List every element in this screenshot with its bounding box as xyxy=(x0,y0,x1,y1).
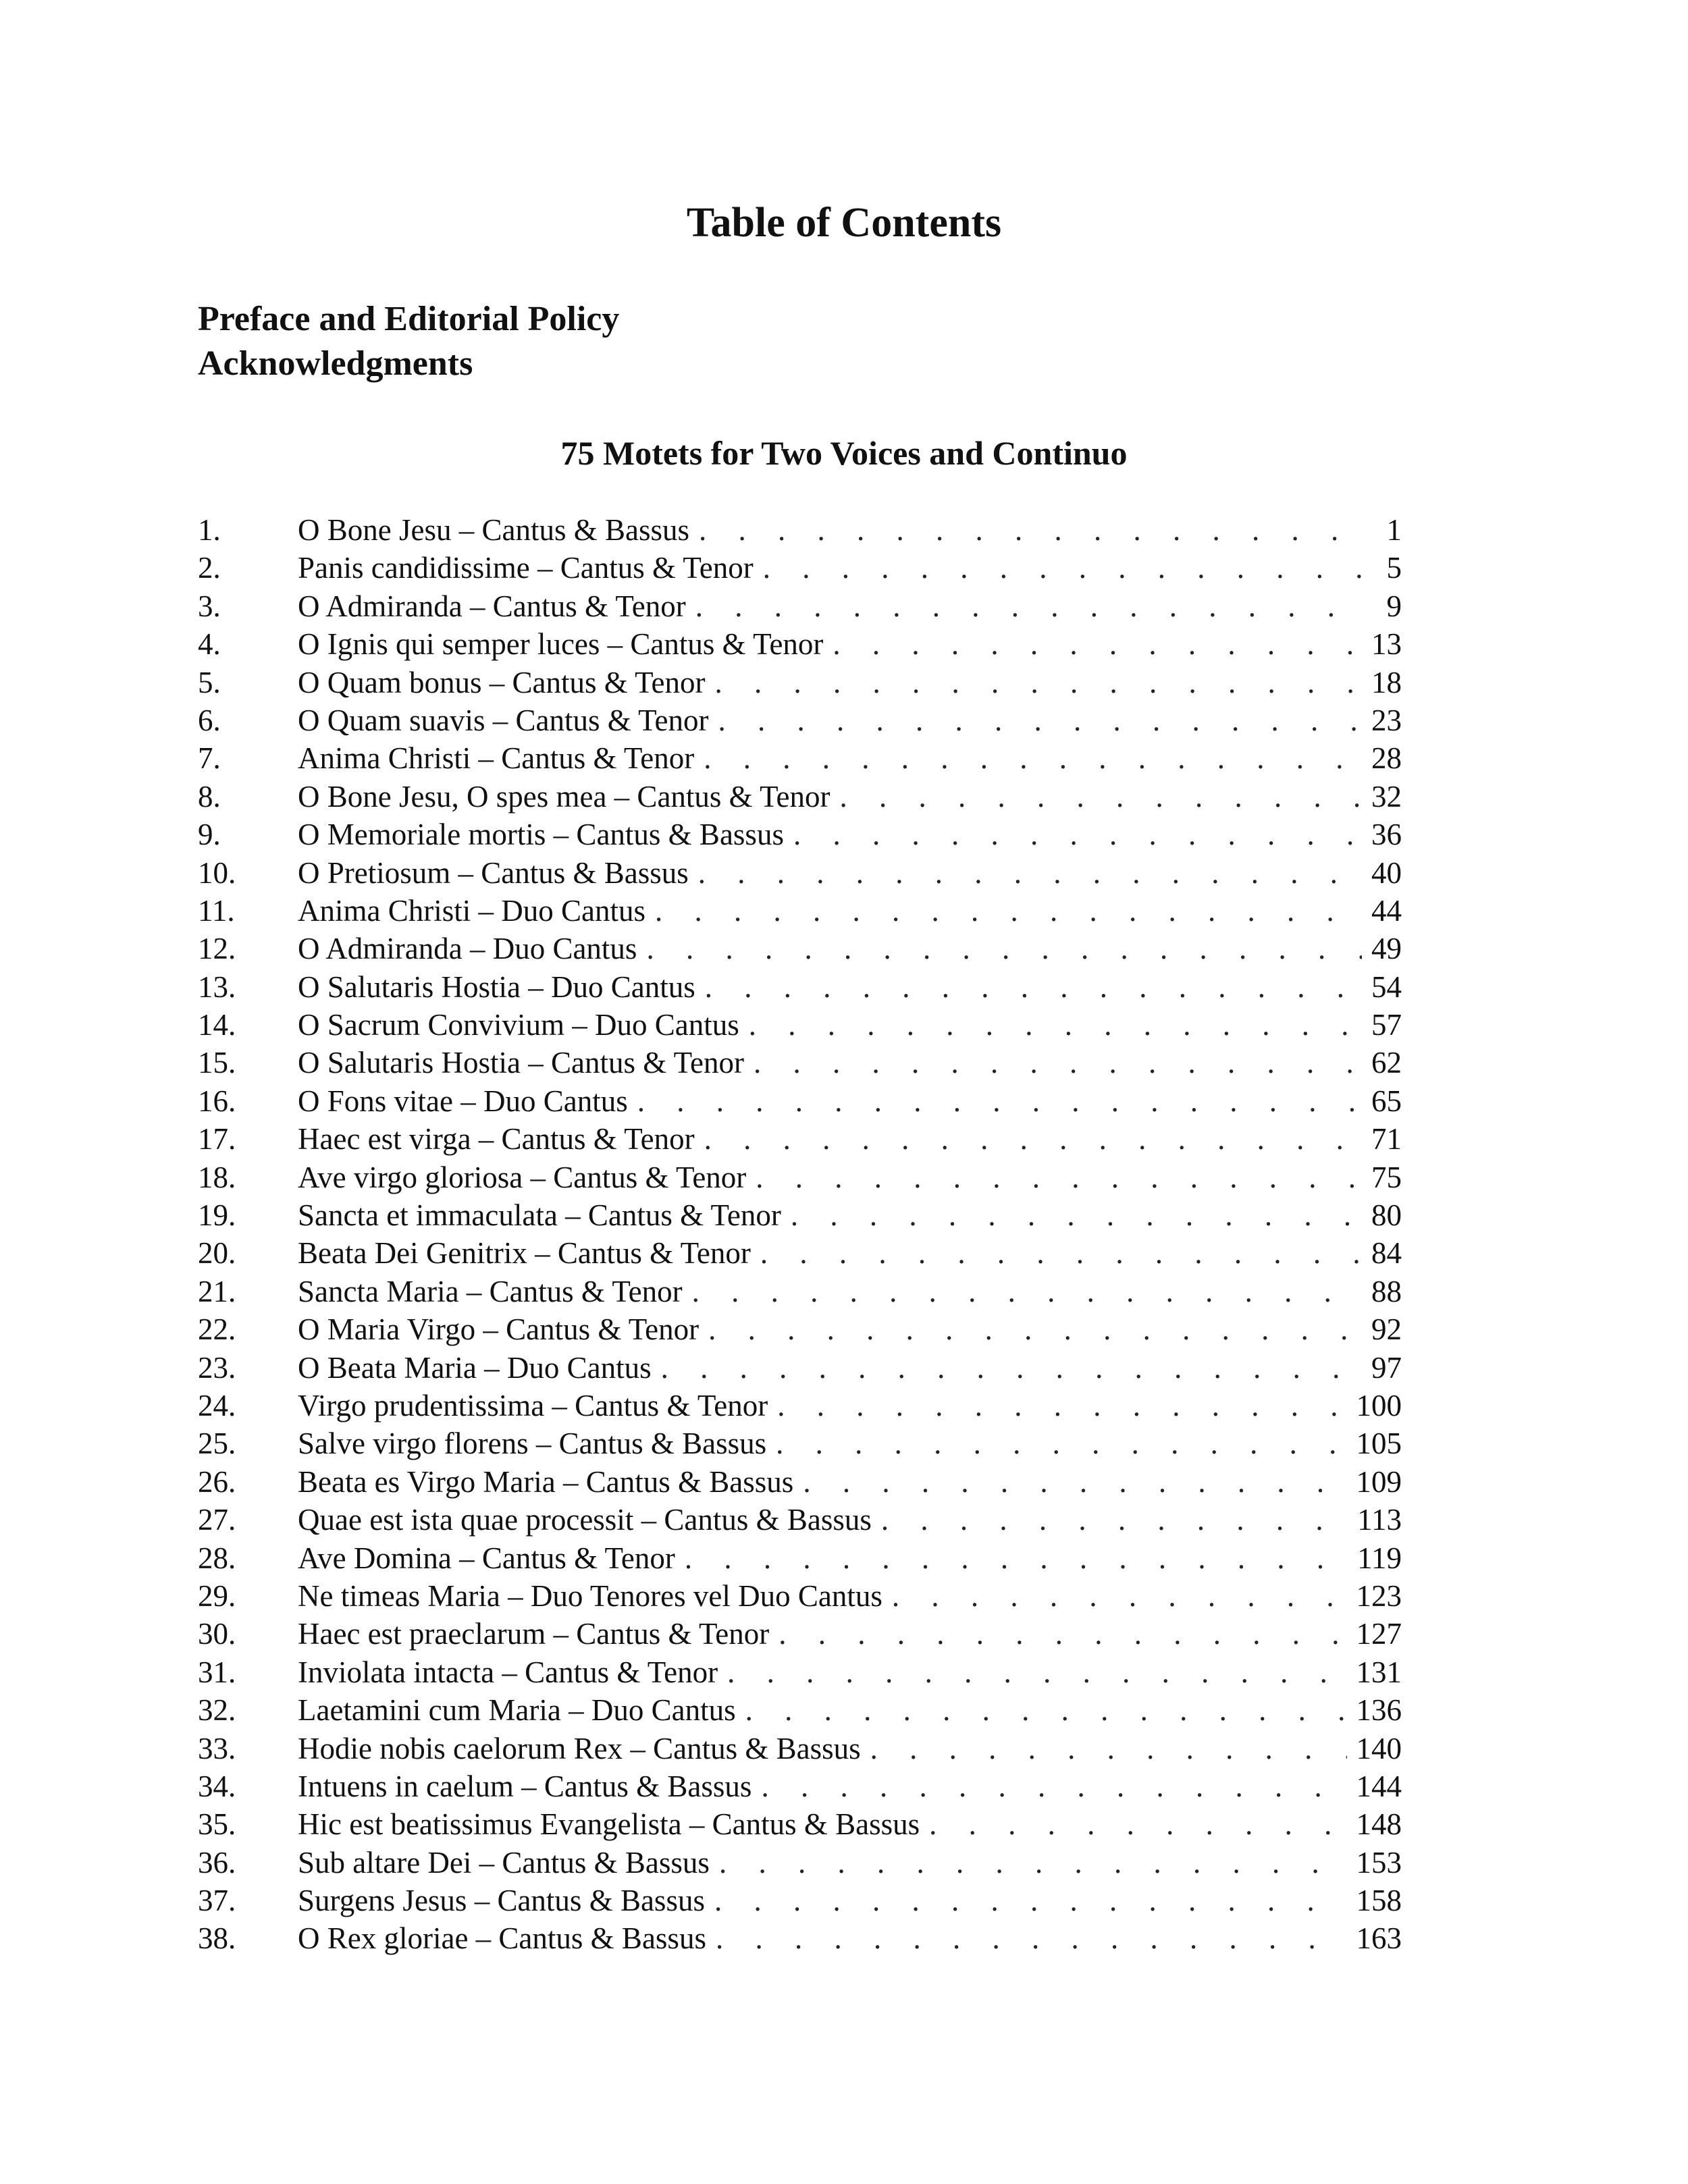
toc-entry-page-number: 113 xyxy=(1357,1503,1402,1537)
dot-leader xyxy=(929,1805,1346,1843)
dot-leader xyxy=(760,1234,1362,1272)
toc-entry-page-number: 131 xyxy=(1356,1655,1402,1689)
toc-entry-title: O Bone Jesu, O spes mea – Cantus & Tenor xyxy=(298,779,830,814)
toc-entry-page-number: 153 xyxy=(1356,1845,1402,1880)
toc-entry xyxy=(198,664,1402,701)
toc-entry-page-number: 136 xyxy=(1356,1693,1402,1728)
toc-entry-title: Ave virgo gloriosa – Cantus & Tenor xyxy=(298,1160,747,1194)
toc-entry-number: 9. xyxy=(198,818,221,852)
toc-entry-page-number: 119 xyxy=(1357,1541,1402,1575)
toc-entry-title: O Fons vitae – Duo Cantus xyxy=(298,1084,628,1118)
toc-entry-title: Ave Domina – Cantus & Tenor xyxy=(298,1541,675,1575)
toc-entry-page-number: 71 xyxy=(1371,1122,1402,1156)
dot-leader xyxy=(655,892,1362,930)
toc-entry-number: 31. xyxy=(198,1655,236,1689)
toc-entry-page-number: 36 xyxy=(1371,818,1402,852)
toc-entry-title: O Quam suavis – Cantus & Tenor xyxy=(298,703,709,737)
dot-leader xyxy=(704,1120,1362,1158)
toc-entry xyxy=(198,1310,1402,1348)
toc-entry xyxy=(198,1234,1402,1272)
toc-entry-title: O Ignis qui semper luces – Cantus & Tenor xyxy=(298,627,824,662)
toc-entry-number: 14. xyxy=(198,1008,236,1042)
toc-entry-number: 20. xyxy=(198,1236,236,1271)
toc-entry-title: Quae est ista quae processit – Cantus & Bassus xyxy=(298,1503,872,1537)
toc-entry-title: Haec est praeclarum – Cantus & Tenor xyxy=(298,1617,770,1651)
toc-entry-page-number: 100 xyxy=(1356,1388,1402,1422)
dot-leader xyxy=(718,701,1362,739)
toc-entry-number: 6. xyxy=(198,703,221,737)
toc-entry-page-number: 28 xyxy=(1371,741,1402,776)
toc-entry xyxy=(198,1273,1402,1310)
toc-entry-title: O Admiranda – Cantus & Tenor xyxy=(298,589,686,623)
toc-entry-page-number: 158 xyxy=(1356,1884,1402,1918)
toc-entry-page-number: 9 xyxy=(1386,589,1402,623)
toc-entry-page-number: 18 xyxy=(1371,665,1402,699)
toc-entry-title: Panis candidissime – Cantus & Tenor xyxy=(298,551,754,585)
toc-entry-number: 11. xyxy=(198,893,235,928)
toc-entry xyxy=(198,1882,1402,1919)
toc-entry-number: 2. xyxy=(198,551,221,585)
toc-entry-title: O Maria Virgo – Cantus & Tenor xyxy=(298,1312,700,1347)
toc-entry xyxy=(198,1006,1402,1044)
toc-list xyxy=(198,511,1402,1958)
toc-entry xyxy=(198,778,1402,816)
toc-entry xyxy=(198,1463,1402,1501)
toc-entry xyxy=(198,930,1402,967)
toc-entry xyxy=(198,511,1402,549)
dot-leader xyxy=(745,1691,1347,1729)
toc-entry xyxy=(198,816,1402,853)
toc-entry xyxy=(198,739,1402,777)
toc-entry xyxy=(198,1196,1402,1234)
dot-leader xyxy=(791,1196,1362,1234)
dot-leader xyxy=(756,1158,1362,1196)
toc-entry-page-number: 75 xyxy=(1371,1160,1402,1194)
toc-entry xyxy=(198,1501,1402,1539)
toc-entry-title: O Quam bonus – Cantus & Tenor xyxy=(298,665,706,699)
toc-entry xyxy=(198,549,1402,587)
dot-leader xyxy=(776,1424,1346,1462)
dot-leader xyxy=(708,1310,1362,1348)
toc-entry-page-number: 32 xyxy=(1371,779,1402,814)
toc-entry-page-number: 84 xyxy=(1371,1236,1402,1271)
toc-entry xyxy=(198,587,1402,625)
toc-entry-page-number: 13 xyxy=(1371,627,1402,662)
toc-entry-title: O Salutaris Hostia – Duo Cantus xyxy=(298,969,695,1004)
toc-entry-title: Hodie nobis caelorum Rex – Cantus & Bassus xyxy=(298,1731,861,1765)
toc-entry-title: Surgens Jesus – Cantus & Bassus xyxy=(298,1884,705,1918)
dot-leader xyxy=(793,816,1362,853)
dot-leader xyxy=(685,1539,1348,1577)
toc-entry-number: 19. xyxy=(198,1198,236,1233)
dot-leader xyxy=(870,1730,1347,1767)
toc-entry-page-number: 109 xyxy=(1356,1464,1402,1499)
toc-entry xyxy=(198,701,1402,739)
toc-entry-title: O Sacrum Convivium – Duo Cantus xyxy=(298,1008,739,1042)
toc-entry xyxy=(198,892,1402,930)
toc-entry-number: 28. xyxy=(198,1541,236,1575)
toc-entry-page-number: 23 xyxy=(1371,703,1402,737)
toc-entry xyxy=(198,1805,1402,1843)
toc-entry-page-number: 123 xyxy=(1356,1578,1402,1613)
dot-leader xyxy=(698,854,1362,892)
toc-entry-number: 13. xyxy=(198,969,236,1004)
toc-entry-number: 21. xyxy=(198,1274,236,1308)
toc-entry-number: 10. xyxy=(198,855,236,890)
toc-entry-number: 23. xyxy=(198,1350,236,1385)
toc-entry-title: Hic est beatissimus Evangelista – Cantus & Bassus xyxy=(298,1807,920,1842)
toc-entry xyxy=(198,1615,1402,1653)
toc-entry-page-number: 88 xyxy=(1371,1274,1402,1308)
toc-entry xyxy=(198,1767,1402,1805)
toc-entry-page-number: 92 xyxy=(1371,1312,1402,1347)
toc-entry-number: 24. xyxy=(198,1388,236,1422)
toc-entry-title: Intuens in caelum – Cantus & Bassus xyxy=(298,1769,752,1803)
dot-leader xyxy=(719,1844,1347,1882)
toc-entry-number: 12. xyxy=(198,932,236,966)
dot-leader xyxy=(727,1653,1346,1691)
toc-entry-title: Anima Christi – Duo Cantus xyxy=(298,893,645,928)
toc-entry-page-number: 44 xyxy=(1371,893,1402,928)
dot-leader xyxy=(661,1349,1362,1387)
toc-entry-number: 18. xyxy=(198,1160,236,1194)
toc-entry-page-number: 148 xyxy=(1356,1807,1402,1842)
toc-entry-page-number: 140 xyxy=(1356,1731,1402,1765)
dot-leader xyxy=(705,968,1362,1006)
toc-entry-title: Laetamini cum Maria – Duo Cantus xyxy=(298,1693,736,1728)
section-heading: 75 Motets for Two Voices and Continuo xyxy=(560,434,1128,472)
dot-leader xyxy=(833,625,1362,663)
toc-entry-number: 27. xyxy=(198,1503,236,1537)
toc-entry-title: Beata es Virgo Maria – Cantus & Bassus xyxy=(298,1464,794,1499)
toc-entry-title: O Bone Jesu – Cantus & Bassus xyxy=(298,513,690,547)
toc-entry xyxy=(198,1387,1402,1424)
toc-entry-number: 33. xyxy=(198,1731,236,1765)
dot-leader xyxy=(716,1919,1347,1957)
toc-entry xyxy=(198,1082,1402,1120)
toc-entry xyxy=(198,1577,1402,1615)
dot-leader xyxy=(777,1387,1346,1424)
toc-entry-page-number: 144 xyxy=(1356,1769,1402,1803)
toc-entry-number: 1. xyxy=(198,513,221,547)
toc-entry xyxy=(198,854,1402,892)
toc-entry-title: Salve virgo florens – Cantus & Bassus xyxy=(298,1427,767,1461)
toc-entry-number: 26. xyxy=(198,1464,236,1499)
dot-leader xyxy=(637,1082,1362,1120)
toc-entry xyxy=(198,1844,1402,1882)
toc-entry-page-number: 127 xyxy=(1356,1617,1402,1651)
toc-entry-number: 37. xyxy=(198,1884,236,1918)
toc-entry-title: Inviolata intacta – Cantus & Tenor xyxy=(298,1655,718,1689)
toc-entry-page-number: 65 xyxy=(1371,1084,1402,1118)
dot-leader xyxy=(779,1615,1346,1653)
toc-entry-title: Beata Dei Genitrix – Cantus & Tenor xyxy=(298,1236,751,1271)
front-matter-preface: Preface and Editorial Policy xyxy=(198,300,620,338)
toc-entry-page-number: 5 xyxy=(1386,551,1402,585)
dot-leader xyxy=(695,587,1365,625)
toc-entry-page-number: 1 xyxy=(1386,513,1402,547)
toc-entry-page-number: 40 xyxy=(1371,855,1402,890)
dot-leader xyxy=(646,930,1362,967)
toc-entry xyxy=(198,1158,1402,1196)
toc-entry-number: 30. xyxy=(198,1617,236,1651)
toc-entry-title: O Pretiosum – Cantus & Bassus xyxy=(298,855,689,890)
dot-leader xyxy=(714,664,1362,701)
toc-entry-number: 7. xyxy=(198,741,221,776)
toc-entry-title: Anima Christi – Cantus & Tenor xyxy=(298,741,695,776)
toc-entry-page-number: 62 xyxy=(1371,1046,1402,1080)
toc-entry-number: 22. xyxy=(198,1312,236,1347)
toc-entry-page-number: 57 xyxy=(1371,1008,1402,1042)
toc-entry-title: Ne timeas Maria – Duo Tenores vel Duo Cantus xyxy=(298,1578,882,1613)
toc-entry-title: O Admiranda – Duo Cantus xyxy=(298,932,637,966)
toc-entry-title: O Salutaris Hostia – Cantus & Tenor xyxy=(298,1046,744,1080)
toc-entry-number: 3. xyxy=(198,589,221,623)
dot-leader xyxy=(881,1501,1348,1539)
front-matter xyxy=(198,297,619,386)
toc-entry-title: Sancta et immaculata – Cantus & Tenor xyxy=(298,1198,781,1233)
dot-leader xyxy=(839,778,1362,816)
toc-entry-page-number: 97 xyxy=(1371,1350,1402,1385)
dot-leader xyxy=(749,1006,1362,1044)
toc-entry-page-number: 49 xyxy=(1371,932,1402,966)
toc-entry-title: O Rex gloriae – Cantus & Bassus xyxy=(298,1921,706,1956)
toc-entry-number: 8. xyxy=(198,779,221,814)
toc-entry-number: 17. xyxy=(198,1122,236,1156)
toc-entry-page-number: 80 xyxy=(1371,1198,1402,1233)
toc-entry-number: 25. xyxy=(198,1427,236,1461)
dot-leader xyxy=(754,1044,1362,1082)
toc-entry-title: Sub altare Dei – Cantus & Bassus xyxy=(298,1845,710,1880)
dot-leader xyxy=(714,1882,1347,1919)
dot-leader xyxy=(763,549,1365,587)
toc-entry-number: 5. xyxy=(198,665,221,699)
toc-entry xyxy=(198,1044,1402,1082)
toc-entry-number: 32. xyxy=(198,1693,236,1728)
toc-entry xyxy=(198,1424,1402,1462)
page-title: Table of Contents xyxy=(686,200,1002,246)
toc-entry xyxy=(198,1120,1402,1158)
toc-entry-title: Virgo prudentissima – Cantus & Tenor xyxy=(298,1388,768,1422)
toc-entry-number: 29. xyxy=(198,1578,236,1613)
dot-leader xyxy=(704,739,1362,777)
toc-entry-number: 15. xyxy=(198,1046,236,1080)
toc-entry xyxy=(198,1539,1402,1577)
toc-entry-page-number: 105 xyxy=(1356,1427,1402,1461)
toc-entry-page-number: 163 xyxy=(1356,1921,1402,1956)
toc-entry-title: Sancta Maria – Cantus & Tenor xyxy=(298,1274,683,1308)
toc-entry xyxy=(198,1653,1402,1691)
toc-entry-title: O Memoriale mortis – Cantus & Bassus xyxy=(298,818,784,852)
toc-entry-number: 16. xyxy=(198,1084,236,1118)
toc-entry xyxy=(198,1919,1402,1957)
toc-entry-number: 4. xyxy=(198,627,221,662)
toc-entry-number: 38. xyxy=(198,1921,236,1956)
toc-entry-page-number: 54 xyxy=(1371,969,1402,1004)
dot-leader xyxy=(761,1767,1346,1805)
toc-entry-title: Haec est virga – Cantus & Tenor xyxy=(298,1122,695,1156)
front-matter-acknowledgments: Acknowledgments xyxy=(198,344,473,383)
toc-entry xyxy=(198,625,1402,663)
dot-leader xyxy=(692,1273,1362,1310)
toc-entry xyxy=(198,1691,1402,1729)
toc-entry xyxy=(198,968,1402,1006)
dot-leader xyxy=(892,1577,1347,1615)
toc-entry-number: 34. xyxy=(198,1769,236,1803)
dot-leader xyxy=(699,511,1365,549)
toc-entry-number: 35. xyxy=(198,1807,236,1842)
toc-entry-title: O Beata Maria – Duo Cantus xyxy=(298,1350,652,1385)
toc-entry-number: 36. xyxy=(198,1845,236,1880)
toc-entry xyxy=(198,1349,1402,1387)
dot-leader xyxy=(803,1463,1346,1501)
toc-entry xyxy=(198,1730,1402,1767)
